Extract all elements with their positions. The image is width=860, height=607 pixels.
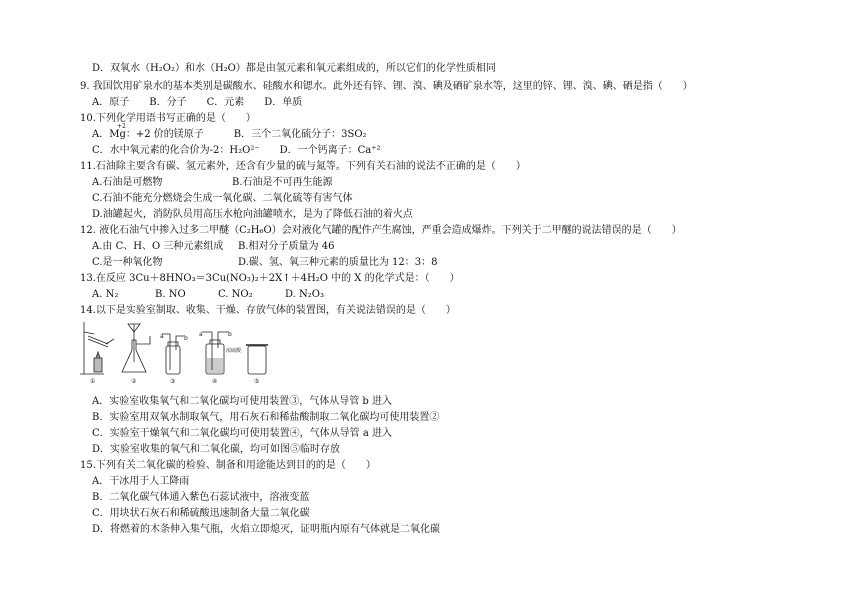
q15-option-a: A．干冰用于人工降雨 [92,476,190,487]
q12-option-a: A.由 C、H、O 三种元素组成 [92,241,224,252]
label-5: ⑤ [254,378,260,385]
q15-option-d: D．将燃着的木条伸入集气瓶，火焰立即熄灭，证明瓶内原有气体就是二氧化碳 [92,524,441,535]
q11-option-a: A.石油是可燃物 [92,177,163,188]
q11-option-c: C.石油不能充分燃烧会生成一氧化碳、二氧化硫等有害气体 [92,193,353,204]
q10-stem: 10.下列化学用语书写正确的是（ ） [80,113,256,124]
q12-option-b: B.相对分子质量为 46 [238,241,335,252]
q8-option-d: D．双氧水（H₂O₂）和水（H₂O）都是由氢元素和氧元素组成的，所以它们的化学性质相同 [92,63,496,74]
q13-option-a: A. N₂ [92,289,119,300]
reagent-label: 浓硫酸 [226,348,242,354]
port-label-b-3: b [184,335,188,342]
q9-options: A．原子 B．分子 C．元素 D．单质 [92,97,303,108]
q13-option-c: C. NO₂ [218,289,253,300]
q13-stem: 13.在反应 3Cu＋8HNO₃＝3Cu(NO₃)₂＋2X↑＋4H₂O 中的 X 的化学式是：（ ） [80,273,460,284]
apparatus-1 [80,322,114,374]
q12-option-d: D.碳、氢、氧三种元素的质量比为 12：3：8 [238,257,438,268]
q9-stem: 9. 我国饮用矿泉水的基本类别是碳酸水、硅酸水和锶水。此外还有锌、锂、溴、碘及硒矿泉水等，这里的锌、锂、溴、碘、硒是指（ ） [80,81,693,92]
apparatus-4 [202,332,228,374]
apparatus-3 [162,334,184,374]
q13-option-d: D. N₂O₃ [285,289,324,300]
q11-stem: 11.石油除主要含有碳、氢元素外，还含有少量的硫与氮等。下列有关石油的说法不正确的是（ ） [80,161,526,172]
label-3: ③ [170,378,176,385]
port-label-a-4: a [199,331,203,338]
q12-stem: 12. 液化石油气中掺入过多二甲醚（C₂H₆O）会对液化气罐的配件产生腐蚀，严重会造成爆炸。下列关于二甲醚的说法错误的是（ ） [80,225,682,236]
q10-options-cd: C．水中氧元素的化合价为-2：H₂O²⁻ D．一个钙离子：Ca⁺² [92,145,381,156]
q15-stem: 15.下列有关二氧化碳的检验、制备和用途能达到目的的是（ ） [80,460,376,471]
q11-option-d: D.油罐起火，消防队员用高压水枪向油罐喷水，是为了降低石油的着火点 [92,209,413,220]
port-label-b-4: b [228,331,232,338]
q15-option-c: C．用块状石灰石和稀硫酸迅速制备大量二氧化碳 [92,508,310,519]
q14-option-b: B．实验室用双氧水制取氧气，用石灰石和稀盐酸制取二氧化碳均可使用装置② [92,412,440,423]
q11-option-b: B.石油是不可再生能源 [232,177,333,188]
label-2: ② [131,378,137,385]
apparatus-figure [80,322,280,386]
q14-option-a: A．实验室收集氧气和二氧化碳均可使用装置③，气体从导管 b 进入 [92,396,392,407]
q10-options-ab: A．Mg：+2 价的镁原子 B．三个二氧化硫分子：3SO₂ [92,129,367,140]
q14-option-c: C．实验室干燥氧气和二氧化碳均可使用装置④，气体从导管 a 进入 [92,428,392,439]
q15-option-b: B．二氧化碳气体通入紫色石蕊试液中，溶液变蓝 [92,492,310,503]
apparatus-2 [122,324,150,372]
q12-option-c: C.是一种氧化物 [92,257,163,268]
q14-option-d: D．实验室收集的氧气和二氧化碳，均可如图⑤临时存放 [92,444,341,455]
q13-option-b: B. NO [155,289,186,300]
label-1: ① [90,378,96,385]
q10-mg-charge-mark: +2 [117,123,126,130]
apparatus-5 [246,345,268,374]
q14-stem: 14.以下是实验室制取、收集、干燥、存放气体的装置图，有关说法错误的是（ ） [80,305,456,316]
port-label-a-3: a [160,333,164,340]
label-4: ④ [212,378,218,385]
